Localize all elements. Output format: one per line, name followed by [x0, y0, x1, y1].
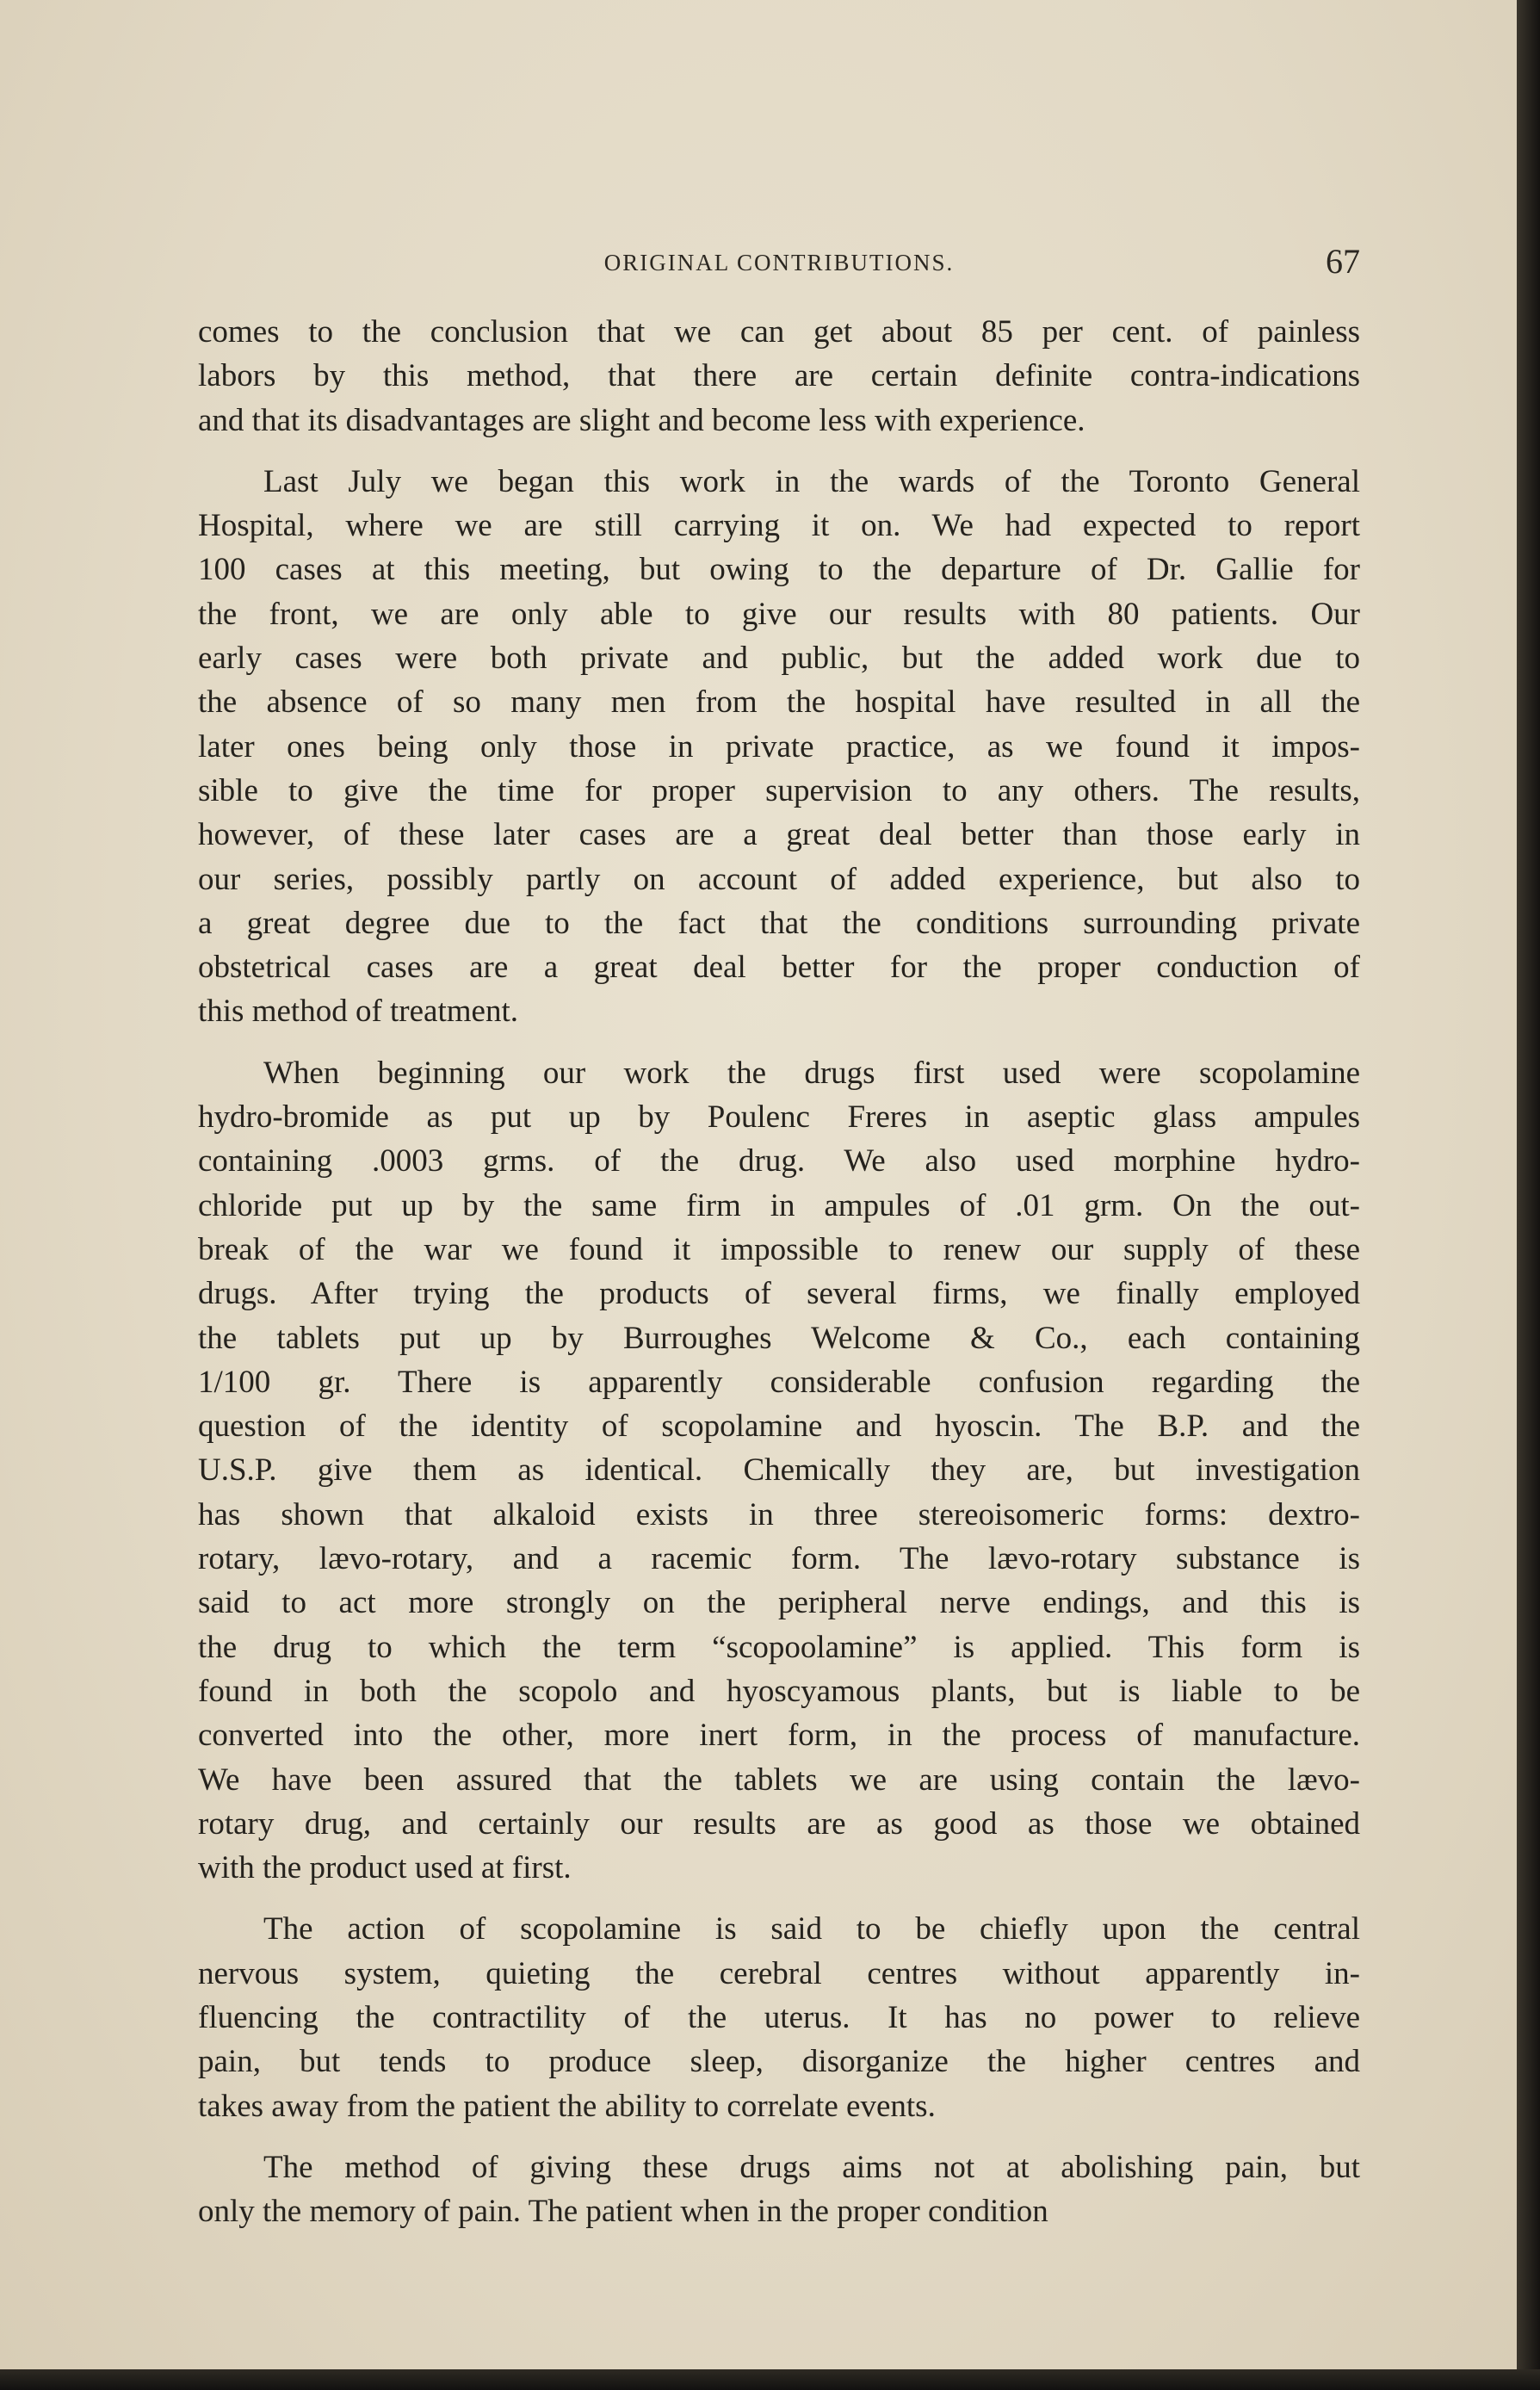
text-line: the tablets put up by Burroughes Welcome & Co., each containing: [198, 1320, 1360, 1356]
text-line: sible to give the time for proper supervision to any others. The results,: [198, 772, 1360, 808]
text-line: Last July we began this work in the wards of the Toronto General: [263, 463, 1360, 499]
text-line: nervous system, quieting the cerebral centres without apparently in-: [198, 1955, 1360, 1991]
text-line: labors by this method, that there are certain definite contra-indications: [198, 358, 1360, 394]
text-line: takes away from the patient the ability to correlate events.: [198, 2088, 936, 2124]
text-line: the front, we are only able to give our results with 80 patients. Our: [198, 596, 1360, 632]
text-line: U.S.P. give them as identical. Chemically they are, but investigation: [198, 1452, 1360, 1489]
text-line: pain, but tends to produce sleep, disorganize the higher centres and: [198, 2044, 1360, 2080]
text-line: rotary, lævo-rotary, and a racemic form. The lævo-rotary substance is: [198, 1541, 1360, 1577]
text-line: Hospital, where we are still carrying it on. We had expected to report: [198, 508, 1360, 544]
paragraph: [198, 1051, 1360, 1891]
text-line: and that its disadvantages are slight and become less with experience.: [198, 402, 1085, 438]
text-line: the absence of so many men from the hospital have resulted in all the: [198, 684, 1360, 721]
text-line: question of the identity of scopolamine and hyoscin. The B.P. and the: [198, 1409, 1360, 1445]
text-line: drugs. After trying the products of several firms, we finally employed: [198, 1276, 1360, 1312]
text-line: early cases were both private and public, but the added work due to: [198, 641, 1360, 677]
paragraph: [198, 310, 1360, 443]
text-line: converted into the other, more inert form, in the process of manufacture.: [198, 1718, 1360, 1754]
text-line: rotary drug, and certainly our results are as good as those we obtained: [198, 1805, 1360, 1842]
text-line: with the product used at first.: [198, 1850, 572, 1886]
text-line: our series, possibly partly on account of added experience, but also to: [198, 861, 1360, 897]
running-head-title: ORIGINAL CONTRIBUTIONS.: [603, 250, 955, 276]
text-line: obstetrical cases are a great deal better for the proper conduction of: [198, 950, 1360, 986]
text-line: 100 cases at this meeting, but owing to the departure of Dr. Gallie for: [198, 552, 1360, 588]
text-line: containing .0003 grms. of the drug. We also used morphine hydro-: [198, 1143, 1360, 1180]
text-line: found in both the scopolo and hyoscyamous plants, but is liable to be: [198, 1673, 1360, 1709]
text-line: When beginning our work the drugs first used were scopolamine: [263, 1055, 1360, 1091]
page-bottom-edge: [0, 2369, 1540, 2390]
text-line: has shown that alkaloid exists in three stereoisomeric forms: dextro-: [198, 1496, 1360, 1532]
text-line: break of the war we found it impossible to renew our supply of these: [198, 1231, 1360, 1267]
text-line: We have been assured that the tablets we are using contain the lævo-: [198, 1762, 1360, 1798]
body-text: [198, 310, 1360, 2233]
paragraph: [198, 1907, 1360, 2127]
text-line: later ones being only those in private practice, as we found it impos-: [198, 728, 1360, 765]
text-line: comes to the conclusion that we can get about 85 per cent. of painless: [198, 314, 1360, 350]
paragraph: [198, 2145, 1360, 2234]
text-line: 1/100 gr. There is apparently considerable confusion regarding the: [198, 1364, 1360, 1400]
text-line: fluencing the contractility of the uterus. It has no power to relieve: [198, 1999, 1360, 2035]
text-line: this method of treatment.: [198, 994, 518, 1030]
text-line: only the memory of pain. The patient when in the proper condition: [198, 2194, 1048, 2230]
text-line: chloride put up by the same firm in ampules of .01 grm. On the out-: [198, 1187, 1360, 1223]
text-line: said to act more strongly on the peripheral nerve endings, and this is: [198, 1585, 1360, 1621]
text-line: The method of giving these drugs aims not at abolishing pain, but: [263, 2149, 1360, 2185]
book-spine-edge: [1517, 0, 1540, 2390]
paragraph: [198, 460, 1360, 1034]
text-line: hydro-bromide as put up by Poulenc Freres in aseptic glass ampules: [198, 1099, 1360, 1136]
text-line: however, of these later cases are a great deal better than those early in: [198, 817, 1360, 853]
text-line: the drug to which the term “scopoolamine” is applied. This form is: [198, 1629, 1360, 1665]
page-number: 67: [1326, 242, 1360, 281]
text-line: The action of scopolamine is said to be chiefly upon the central: [263, 1911, 1360, 1947]
running-head: [198, 241, 1360, 293]
text-line: a great degree due to the fact that the conditions surrounding private: [198, 905, 1360, 941]
